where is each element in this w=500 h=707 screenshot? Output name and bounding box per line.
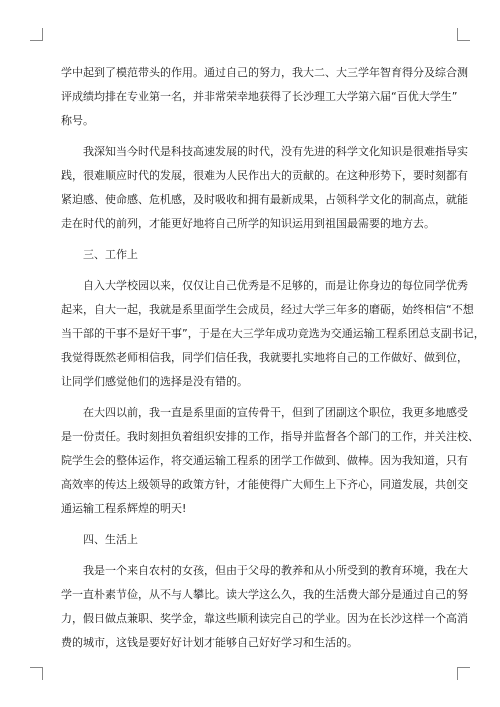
text-line: 我觉得既然老师相信我，同学们信任我，我就要扎实地将自己的工作做好、做到位，	[61, 351, 468, 364]
text-line: 起来，自大一起，我就是系里面学生会成员，经过大学三年多的磨砺，始终相信“不想	[61, 303, 474, 316]
text-line: 院学生会的整体运作，将交通运输工程系的团学工作做到、做棒。因为我知道，只有	[61, 454, 468, 467]
paragraph-4	[61, 401, 479, 521]
section-heading-life: 四、生活上	[83, 533, 138, 546]
text-line: 在大四以前，我一直是系里面的宣传骨干，但到了团副这个职位，我更多地感受	[83, 406, 468, 419]
text-line: 学一直朴素节俭，从不与人攀比。读大学这么久，我的生活费大部分是通过自己的努	[61, 588, 468, 601]
text-line: 力，假日做点兼职、奖学金，靠这些顺利读完自己的学业。因为在长沙这样一个高消	[61, 612, 468, 625]
crop-mark-bottom-right	[457, 667, 470, 680]
text-line: 我是一个来自农村的女孩，但由于父母的教养和从小所受到的教育环境，我在大	[83, 564, 468, 577]
paragraph-5	[61, 559, 468, 655]
text-line: 费的城市，这钱是要好好计划才能够自己好好学习和生活的。	[61, 636, 358, 649]
text-line: 自入大学校园以来，仅仅让自己优秀是不足够的，而是让你身边的每位同学优秀	[83, 279, 468, 292]
text-line: 践，很难顺应时代的发展，很难为人民作出大的贡献的。在这种形势下，要时刻都有	[61, 169, 468, 182]
section-heading-work: 三、工作上	[83, 248, 138, 261]
text-line: 当干部的干事不是好干事”，于是在大三学年成功竞选为交通运输工程系团总支副书记，	[61, 327, 485, 340]
text-line: 评成绩均排在专业第一名，并非常荣幸地获得了长沙理工大学第六届“百优大学生”	[61, 90, 458, 103]
text-line: 是一份责任。我时刻担负着组织安排的工作，指导并监督各个部门的工作，并关注校、	[61, 430, 479, 443]
crop-mark-top-left	[30, 28, 43, 41]
paragraph-2	[61, 140, 468, 236]
text-line: 紧迫感、使命感、危机感，及时吸收和拥有最新成果，占领科学文化的制高点，就能	[61, 193, 468, 206]
text-line: 通运输工程系辉煌的明天!	[61, 502, 187, 515]
document-body	[61, 61, 485, 662]
text-line: 高效率的传达上级领导的政策方针，才能使得广大师生上下齐心，同道发展，共创交	[61, 478, 468, 491]
text-line: 走在时代的前列，才能更好地将自己所学的知识运用到祖国最需要的地方去。	[61, 217, 435, 230]
crop-mark-bottom-left	[30, 667, 43, 680]
text-line: 让同学们感觉他们的选择是没有错的。	[61, 375, 248, 388]
paragraph-1	[61, 61, 468, 133]
crop-mark-top-right	[457, 28, 470, 41]
paragraph-3	[61, 274, 485, 394]
text-line: 学中起到了模范带头的作用。通过自己的努力，我大二、大三学年智育得分及综合测	[61, 66, 468, 79]
text-line: 我深知当今时代是科技高速发展的时代，没有先进的科学文化知识是很难指导实	[83, 145, 468, 158]
text-line: 称号。	[61, 114, 94, 127]
